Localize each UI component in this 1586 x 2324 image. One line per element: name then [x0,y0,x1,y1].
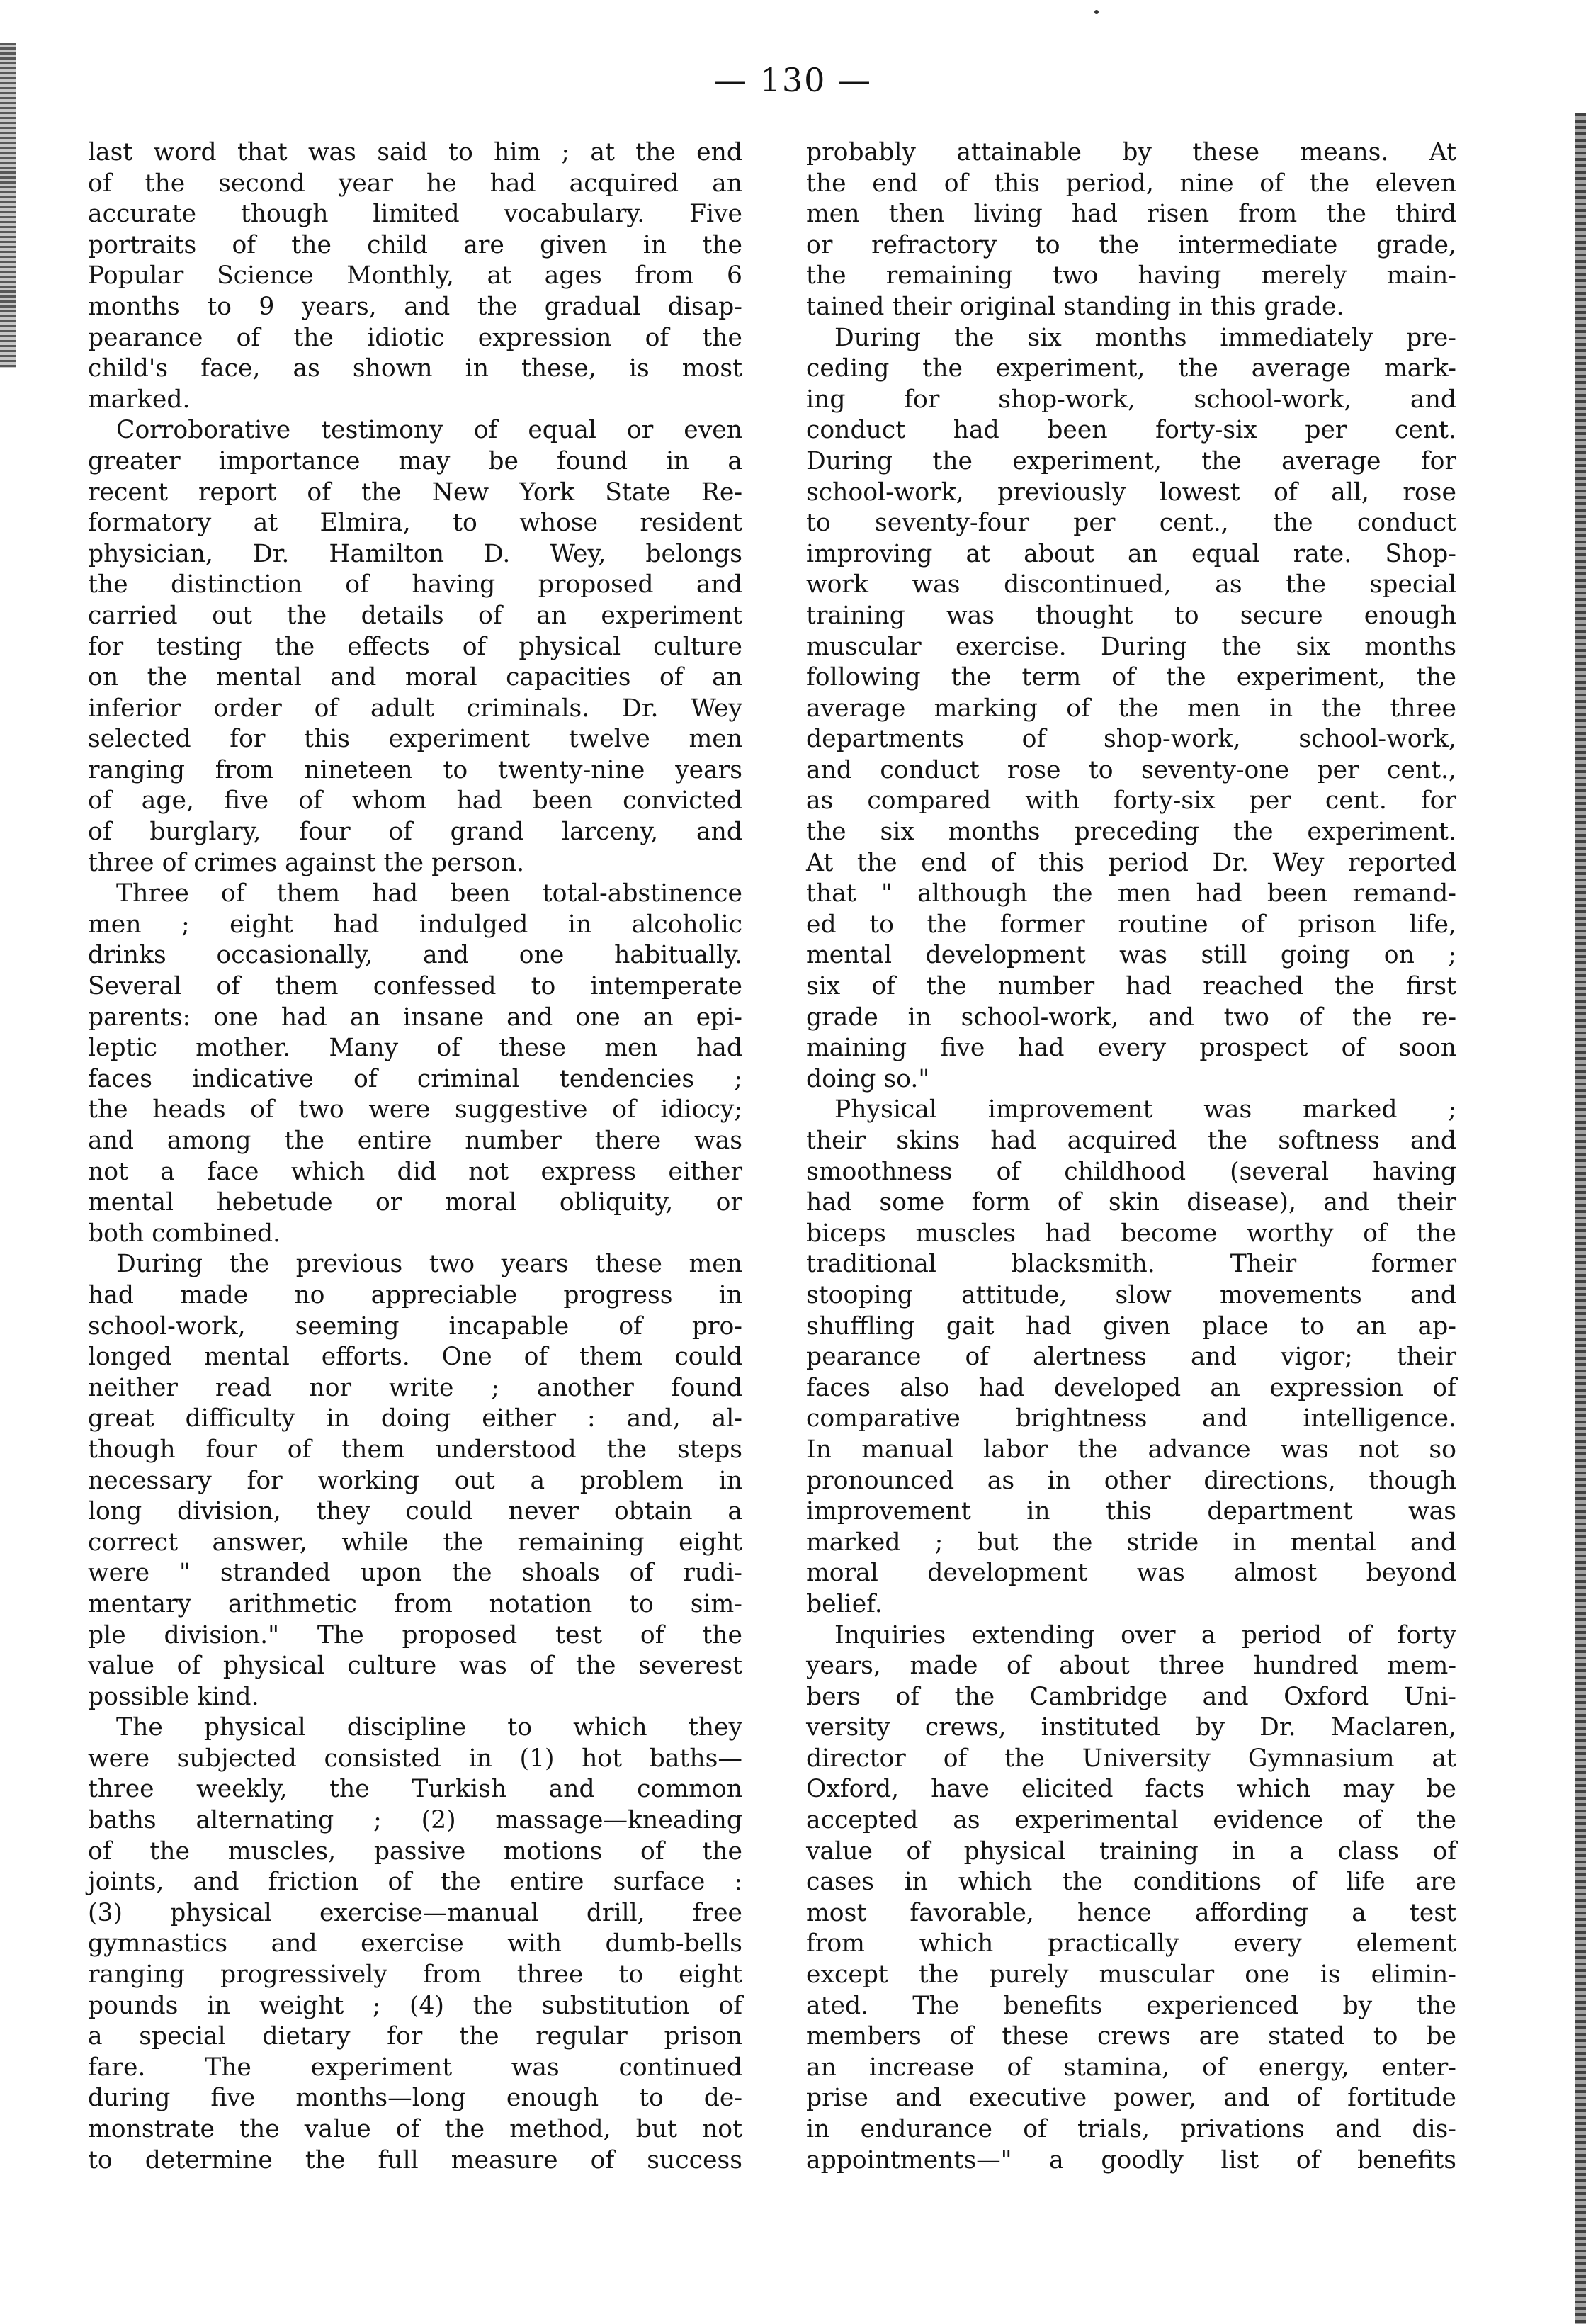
text-line: baths alternating ; (2) massage—kneading [88,1806,742,1835]
text-line: the remaining two having merely main- [806,261,1456,290]
text-line: marked. [88,385,191,414]
text-line: three weekly, the Turkish and common [88,1775,742,1804]
text-line: were subjected consisted in (1) hot baths— [88,1744,742,1773]
text-line: parents: one had an insane and one an epi- [88,1003,742,1032]
text-line: men ; eight had indulged in alcoholic [88,910,742,939]
text-line: gymnastics and exercise with dumb-bells [88,1929,742,1958]
text-line: of the second year he had acquired an [88,169,742,198]
text-line: biceps muscles had become worthy of the [806,1219,1456,1248]
text-line: Oxford, have elicited facts which may be [806,1775,1456,1804]
text-line: to determine the full measure of success [88,2145,742,2174]
text-line: fare. The experiment was continued [88,2053,742,2082]
text-line: pearance of the idiotic expression of the [88,323,742,352]
text-line: maining five had every prospect of soon [806,1034,1456,1063]
text-line: pronounced as in other directions, though [806,1466,1456,1495]
text-line: their skins had acquired the softness and [806,1127,1456,1155]
text-line: long division, they could never obtain a [88,1497,742,1526]
text-line: during five months—long enough to de- [88,2084,742,2113]
text-line: Inquiries extending over a period of forty [834,1620,1456,1649]
text-line: school-work, previously lowest of all, rose [806,478,1456,507]
text-line: Several of them confessed to intemperate [88,972,742,1001]
text-line: most favorable, hence affording a test [806,1898,1456,1927]
text-line: traditional blacksmith. Their former [806,1250,1456,1279]
text-line: a special dietary for the regular prison [88,2022,742,2051]
text-line: muscular exercise. During the six months [806,632,1456,661]
text-line: had made no appreciable progress in [88,1280,742,1309]
text-line: Three of them had been total-abstinence [116,879,742,908]
text-line: comparative brightness and intelligence. [806,1404,1456,1433]
text-line: training was thought to secure enough [806,601,1456,630]
text-line: the distinction of having proposed and [88,570,742,599]
text-line: improving at about an equal rate. Shop- [806,539,1456,568]
text-line: smoothness of childhood (several having [806,1157,1456,1186]
text-line: During the previous two years these men [116,1250,742,1279]
text-line: selected for this experiment twelve men [88,725,742,754]
text-line: ed to the former routine of prison life, [806,910,1456,939]
scan-speck [1094,10,1099,14]
text-line: child's face, as shown in these, is most [88,354,742,383]
text-line: During the experiment, the average for [806,446,1456,475]
text-line: value of physical training in a class of [806,1837,1456,1866]
text-line: monstrate the value of the method, but not [88,2115,742,2143]
text-line: necessary for working out a problem in [88,1466,742,1495]
text-line: members of these crews are stated to be [806,2022,1456,2051]
text-line: cases in which the conditions of life are [806,1868,1456,1897]
text-line: conduct had been forty-six per cent. [806,416,1456,445]
text-line: leptic mother. Many of these men had [88,1034,742,1063]
text-line: moral development was almost beyond [806,1559,1456,1588]
text-line: years, made of about three hundred mem- [806,1652,1456,1681]
text-line: ated. The benefits experienced by the [806,1991,1456,2020]
text-line: versity crews, instituted by Dr. Maclaren, [806,1713,1456,1742]
text-line: that " although the men had been remand- [806,879,1456,908]
text-line: The physical discipline to which they [116,1713,742,1742]
text-line: months to 9 years, and the gradual disap- [88,292,742,321]
text-line: last word that was said to him ; at the end [88,138,742,167]
text-line: or refractory to the intermediate grade, [806,230,1456,259]
text-line: portraits of the child are given in the [88,230,742,259]
text-line: mentary arithmetic from notation to sim- [88,1589,742,1618]
text-line: probably attainable by these means. At [806,138,1456,167]
text-line: director of the University Gymnasium at [806,1744,1456,1773]
text-line: mental development was still going on ; [806,941,1456,970]
text-line: longed mental efforts. One of them could [88,1343,742,1372]
text-line: for testing the effects of physical culture [88,632,742,661]
text-line: not a face which did not express either [88,1157,742,1186]
text-line: improvement in this department was [806,1497,1456,1526]
text-line: departments of shop-work, school-work, [806,725,1456,754]
text-line: accurate though limited vocabulary. Five [88,200,742,229]
text-line: appointments—" a goodly list of benefits [806,2145,1456,2174]
text-line: ing for shop-work, school-work, and [806,385,1456,414]
text-line: of the muscles, passive motions of the [88,1837,742,1866]
text-line: tained their original standing in this grade. [806,292,1344,321]
text-line: following the term of the experiment, the [806,663,1456,692]
page-number: — 130 — [713,61,873,99]
text-line: bers of the Cambridge and Oxford Uni- [806,1682,1456,1711]
text-line: school-work, seeming incapable of pro- [88,1312,742,1341]
text-line: ple division." The proposed test of the [88,1620,742,1649]
text-line: of burglary, four of grand larceny, and [88,818,742,847]
text-line: pounds in weight ; (4) the substitution of [88,1991,742,2020]
text-line: great difficulty in doing either : and, al- [88,1404,742,1433]
text-line: an increase of stamina, of energy, enter- [806,2053,1456,2082]
text-line: of age, five of whom had been convicted [88,786,742,816]
text-line: physician, Dr. Hamilton D. Wey, belongs [88,539,742,568]
text-line: the heads of two were suggestive of idiocy; [88,1095,742,1124]
text-line: belief. [806,1589,883,1618]
text-line: recent report of the New York State Re- [88,478,742,507]
text-line: pearance of alertness and vigor; their [806,1343,1456,1372]
text-line: mental hebetude or moral obliquity, or [88,1188,742,1217]
text-line: faces indicative of criminal tendencies ; [88,1064,742,1093]
text-line: neither read nor write ; another found [88,1373,742,1402]
left-column [88,137,742,2176]
text-line: though four of them understood the steps [88,1435,742,1464]
text-line: drinks occasionally, and one habitually. [88,941,742,970]
text-line: formatory at Elmira, to whose resident [88,509,742,538]
text-line: except the purely muscular one is elimin- [806,1961,1456,1990]
text-line: possible kind. [88,1682,259,1711]
text-line: stooping attitude, slow movements and [806,1280,1456,1309]
text-line: work was discontinued, as the special [806,570,1456,599]
text-line: accepted as experimental evidence of the [806,1806,1456,1835]
text-line: During the six months immediately pre- [834,323,1456,352]
scan-edge-right [1575,113,1586,2324]
text-line: three of crimes against the person. [88,848,525,877]
text-line: to seventy-four per cent., the conduct [806,509,1456,538]
text-line: faces also had developed an expression of [806,1373,1456,1402]
text-line: value of physical culture was of the severest [88,1652,742,1681]
text-line: joints, and friction of the entire surface : [88,1868,742,1897]
text-line: average marking of the men in the three [806,694,1456,723]
text-line: both combined. [88,1219,281,1248]
text-line: Physical improvement was marked ; [834,1095,1456,1124]
text-line: Popular Science Monthly, at ages from 6 [88,261,742,290]
text-line: six of the number had reached the first [806,972,1456,1001]
text-line: and among the entire number there was [88,1127,742,1155]
text-line: marked ; but the stride in mental and [806,1528,1456,1557]
text-line: doing so." [806,1064,930,1093]
text-line: in endurance of trials, privations and dis- [806,2115,1456,2143]
text-line: ranging progressively from three to eight [88,1961,742,1990]
text-line: from which practically every element [806,1929,1456,1958]
right-column [806,137,1456,2176]
text-line: grade in school-work, and two of the re- [806,1003,1456,1032]
text-line: In manual labor the advance was not so [806,1435,1456,1464]
text-line: shuffling gait had given place to an ap- [806,1312,1456,1341]
text-line: At the end of this period Dr. Wey reported [806,848,1456,877]
text-line: ranging from nineteen to twenty-nine years [88,755,742,784]
text-line: carried out the details of an experiment [88,601,742,630]
text-line: correct answer, while the remaining eight [88,1528,742,1557]
text-line: (3) physical exercise—manual drill, free [88,1898,742,1927]
text-line: the six months preceding the experiment. [806,818,1456,847]
text-line: Corroborative testimony of equal or even [116,416,742,445]
text-line: inferior order of adult criminals. Dr. Wey [88,694,742,723]
text-line: and conduct rose to seventy-one per cent., [806,755,1456,784]
text-line: had some form of skin disease), and their [806,1188,1456,1217]
text-line: were " stranded upon the shoals of rudi- [88,1559,742,1588]
text-line: prise and executive power, and of fortitude [806,2084,1456,2113]
text-line: men then living had risen from the third [806,200,1456,229]
text-line: on the mental and moral capacities of an [88,663,742,692]
text-line: the end of this period, nine of the eleven [806,169,1456,198]
text-line: as compared with forty-six per cent. for [806,786,1456,816]
text-line: greater importance may be found in a [88,446,742,475]
text-line: ceding the experiment, the average mark- [806,354,1456,383]
